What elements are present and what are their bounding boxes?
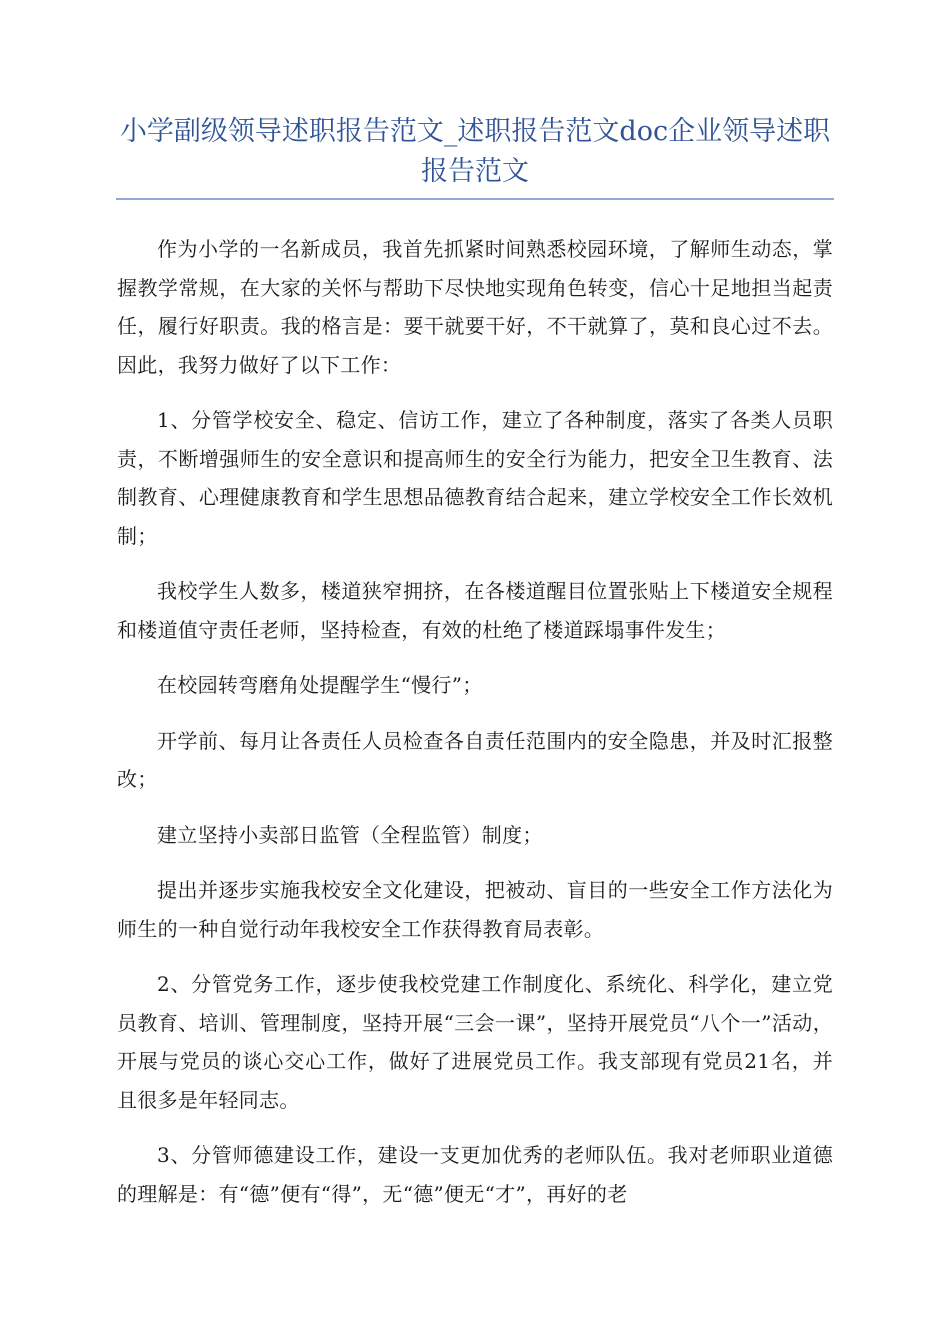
document-body xyxy=(117,230,833,1213)
title-divider xyxy=(116,198,834,200)
paragraph: 建立坚持小卖部日监管（全程监管）制度； xyxy=(157,822,543,847)
paragraph: 3、分管师德建设工作，建设一支更加优秀的老师队伍。我对老师职业道德的理解是：有“德”便有“得”，无“德”便无“才”，再好的老 xyxy=(117,1143,833,1206)
paragraph: 我校学生人数多，楼道狭窄拥挤，在各楼道醒目位置张贴上下楼道安全规程和楼道值守责任老师，坚持检查，有效的杜绝了楼道踩塌事件发生； xyxy=(117,579,833,642)
document-title: 小学副级领导述职报告范文_述职报告范文doc企业领导述职报告范文 xyxy=(119,116,831,187)
paragraph: 2、分管党务工作，逐步使我校党建工作制度化、系统化、科学化，建立党员教育、培训、管理制度，坚持开展“三会一课”，坚持开展党员“八个一”活动，开展与党员的谈心交心工作，做好了进展党员工作。我支部现有党员21名，并且很多是年轻同志。 xyxy=(117,972,833,1112)
paragraph: 1、分管学校安全、稳定、信访工作，建立了各种制度，落实了各类人员职责，不断增强师生的安全意识和提高师生的安全行为能力，把安全卫生教育、法制教育、心理健康教育和学生思想品德教育结合起来，建立学校安全工作长效机制； xyxy=(117,408,833,548)
paragraph: 在校园转弯磨角处提醒学生“慢行”； xyxy=(157,673,483,697)
paragraph: 提出并逐步实施我校安全文化建设，把被动、盲目的一些安全工作方法化为师生的一种自觉行动年我校安全工作获得教育局表彰。 xyxy=(117,878,833,941)
paragraph: 开学前、每月让各责任人员检查各自责任范围内的安全隐患，并及时汇报整改； xyxy=(117,728,833,791)
paragraph: 作为小学的一名新成员，我首先抓紧时间熟悉校园环境，了解师生动态，掌握教学常规，在大家的关怀与帮助下尽快地实现角色转变，信心十足地担当起责任，履行好职责。我的格言是：要干就要干好，不干就算了，莫和良心过不去。因此，我努力做好了以下工作： xyxy=(117,237,833,377)
